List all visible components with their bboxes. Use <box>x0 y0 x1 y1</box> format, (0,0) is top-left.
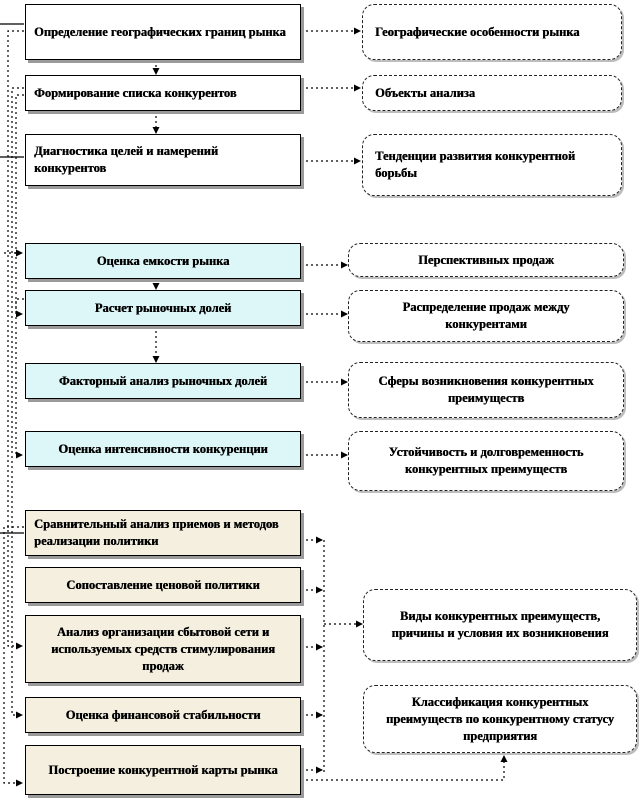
result-analysis-objects <box>362 75 622 111</box>
step-label: Формирование списка конкурентов <box>34 85 237 100</box>
result-label: Распределение продаж между конкурентами <box>402 300 570 331</box>
step-competitor-list <box>25 75 301 111</box>
step-label: Диагностика целей и намерений конкурентов <box>34 144 219 175</box>
step-label: Оценка интенсивности конкуренции <box>58 441 268 456</box>
step-market-shares <box>25 290 301 326</box>
result-sales-distribution <box>348 290 624 342</box>
step-label: Оценка емкости рынка <box>96 253 230 268</box>
result-label: Устойчивость и долговременность конкурентных преимуществ <box>388 445 584 476</box>
result-prospective-sales <box>348 243 624 277</box>
result-label: Тенденции развития конкурентной борьбы <box>375 149 576 180</box>
result-label: Сферы возникновения конкурентных преимуществ <box>378 374 594 405</box>
step-geo-borders <box>25 4 301 60</box>
step-sales-network <box>25 615 301 683</box>
step-competition-intensity <box>25 431 301 467</box>
step-label: Факторный анализ рыночных долей <box>58 373 268 388</box>
result-label: Виды конкурентных преимуществ, причины и условия их возникновения <box>391 609 609 640</box>
step-label: Оценка финансовой стабильности <box>65 707 261 722</box>
step-price-policy <box>25 567 301 603</box>
result-advantage-stability <box>348 431 624 491</box>
step-market-capacity <box>25 243 301 279</box>
result-geo-features <box>362 4 622 60</box>
result-advantage-spheres <box>348 362 624 418</box>
step-competitive-map <box>25 745 301 795</box>
result-label: Объекты анализа <box>375 85 476 100</box>
left-guide <box>16 95 24 455</box>
step-label: Сопоставление ценовой политики <box>66 577 260 592</box>
step-label: Расчет рыночных долей <box>94 300 232 315</box>
step-label: Сравнительный анализ приемов и методов реализации политики <box>34 517 279 548</box>
step-financial-stability <box>25 697 301 733</box>
result-advantage-classification <box>363 685 637 753</box>
result-label: Географические особенности рынка <box>375 24 580 39</box>
collector-arrow <box>301 756 504 780</box>
step-competitor-goals <box>25 134 301 186</box>
result-advantage-types <box>363 589 637 661</box>
result-competition-trends <box>362 134 622 196</box>
step-label: Построение конкурентной карты рынка <box>48 762 278 777</box>
step-policy-methods <box>25 510 301 556</box>
step-factor-analysis <box>25 363 301 399</box>
left-guide <box>4 527 24 783</box>
left-guide <box>16 299 24 314</box>
result-label: Классификация конкурентных преимуществ по конкурентному статусу предприятия <box>385 694 614 743</box>
left-guide <box>12 88 24 715</box>
step-label: Определение географических границ рынка <box>34 24 286 39</box>
result-label: Перспективных продаж <box>418 252 554 267</box>
step-label: Анализ организации сбытовой сети и используемых средств стимулирования продаж <box>51 624 275 673</box>
